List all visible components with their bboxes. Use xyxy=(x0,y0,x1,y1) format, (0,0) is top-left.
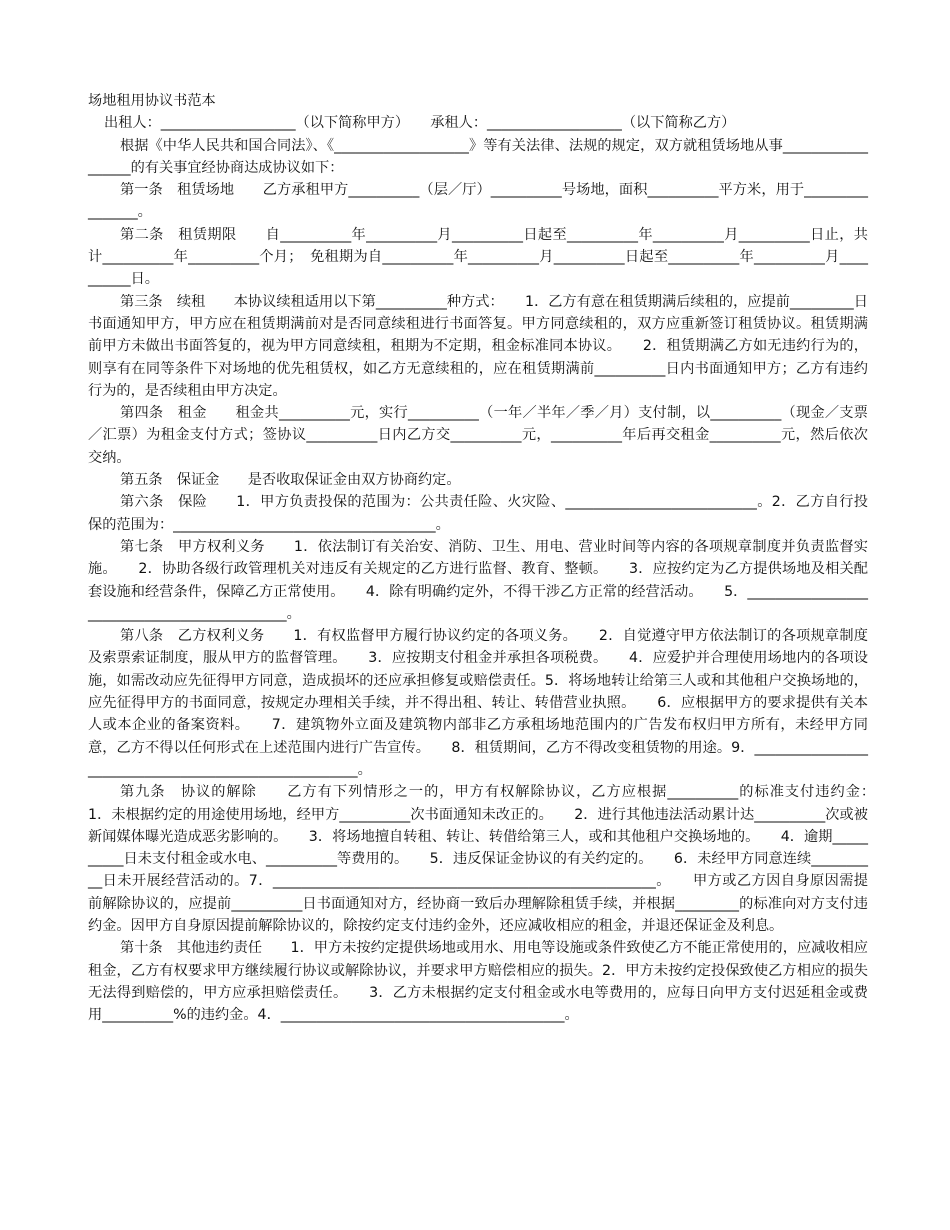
article-6-paragraph: 第六条 保险 1．甲方负责投保的范围为：公共责任险、火灾险、___________________________。2．乙方自行投保的范围为：_____________________________________。 xyxy=(88,494,868,533)
article-7-paragraph: 第七条 甲方权利义务 1．依法制订有关治安、消防、卫生、用电、营业时间等内容的各项规章制度并负责监督实施。 2．协助各级行政管理机关对违反有关规定的乙方进行监督、教育、整顿。 3．应按约定为乙方提供场地及相关配套设施和经营条件，保障乙方正常使用。 4．除有明确约定外，不得干涉乙方正常的经营活动。 5．_____________________________________________。 xyxy=(88,538,868,622)
article-3-paragraph: 第三条 续租 本协议续租适用以下第__________种方式： 1．乙方有意在租赁期满后续租的，应提前_________日书面通知甲方，甲方应在租赁期满前对是否同意续租进行书面答复。甲方同意续租的，双方应重新签订租赁协议。租赁期满前甲方未做出书面答复的，视为甲方同意续租，租期为不定期，租金标准同本协议。 2．租赁期满乙方如无违约行为的，则享有在同等条件下对场地的优先租赁权，如乙方无意续租的，应在租赁期满前__________日内书面通知甲方；乙方有违约行为的，是否续租由甲方决定。 xyxy=(88,293,868,399)
article-4-paragraph: 第四条 租金 租金共__________元，实行__________（一年／半年／季／月）支付制，以__________（现金／支票／汇票）为租金支付方式；签协议__________日内乙方交__________元，__________年后再交租金__________元，然后依次交纳。 xyxy=(88,405,868,466)
parties-line: 出租人：___________________（以下简称甲方） 承租人：___________________（以下简称乙方） xyxy=(104,115,736,132)
document-page xyxy=(88,90,897,1026)
document-title: 场地租用协议书范本 xyxy=(88,93,216,109)
article-9-paragraph: 第九条 协议的解除 乙方有下列情形之一的，甲方有权解除协议，乙方应根据__________的标准支付违约金： 1．未根据约定的用途使用场地，经甲方__________次书面通知未改正的。 2．进行其他违法活动累计达__________次或被新闻媒体曝光造成恶劣影响的。 3．将场地擅自转租、转让、转借给第三人，或和其他租户交换场地的。 4．逾期__________日未支付租金或水电、__________等费用的。 5．违反保证金协议的有关约定的。 6．未经甲方同意连续__________日未开展经营活动的。7．______________________________________________________。 甲方或乙方因自身原因需提前解除协议的，应提前__________日书面通知对方，经协商一致后办理解除租赁手续，并根据_________的标准向对方支付违约金。因甲方自身原因提前解除协议的，除按约定支付违约金外，还应减收相应的租金，并退还保证金及利息。 xyxy=(88,784,897,934)
article-5-paragraph: 第五条 保证金 是否收取保证金由双方协商约定。 xyxy=(120,472,461,489)
article-1-paragraph: 第一条 租赁场地 乙方承租甲方__________（层／厅）__________号场地，面积__________平方米，用于________________。 xyxy=(88,182,868,221)
article-2-paragraph: 第二条 租赁期限 自__________年__________月__________日起至__________年__________月__________日止，共计__________年__________个月； 免租期为自__________年__________月__________日起至__________年__________月__________日。 xyxy=(88,226,868,288)
preamble-paragraph: 根据《中华人民共和国合同法》、《___________________》等有关法律、法规的规定，双方就租赁场地从事__________________的有关事宜经协商达成协议如下： xyxy=(88,137,868,176)
article-10-paragraph: 第十条 其他违约责任 1．甲方未按约定提供场地或用水、用电等设施或条件致使乙方不能正常使用的，应减收相应租金，乙方有权要求甲方继续履行协议或解除协议，并要求甲方赔偿相应的损失。2．甲方未按约定投保致使乙方相应的损失无法得到赔偿的，甲方应承担赔偿责任。 3．乙方未根据约定支付租金或水电等费用的，应每日向甲方支付迟延租金或费用__________%的违约金。4．________________________________________。 xyxy=(88,940,868,1024)
article-8-paragraph: 第八条 乙方权利义务 1．有权监督甲方履行协议约定的各项义务。 2．自觉遵守甲方依法制订的各项规章制度及索票索证制度，服从甲方的监督管理。 3．应按期支付租金并承担各项税费。 4．应爱护并合理使用场地内的各项设施，如需改动应先征得甲方同意，造成损坏的还应承担修复或赔偿责任。5．将场地转让给第三人或和其他租户交换场地的，应先征得甲方的书面同意，按规定办理相关手续，并不得出租、转让、转借营业执照。 6．应根据甲方的要求提供有关本人或本企业的备案资料。 7．建筑物外立面及建筑物内部非乙方承租场地范围内的广告发布权归甲方所有，未经甲方同意，乙方不得以任何形式在上述范围内进行广告宣传。 8．租赁期间，乙方不得改变租赁物的用途。9．______________________________________________________。 xyxy=(88,628,868,778)
